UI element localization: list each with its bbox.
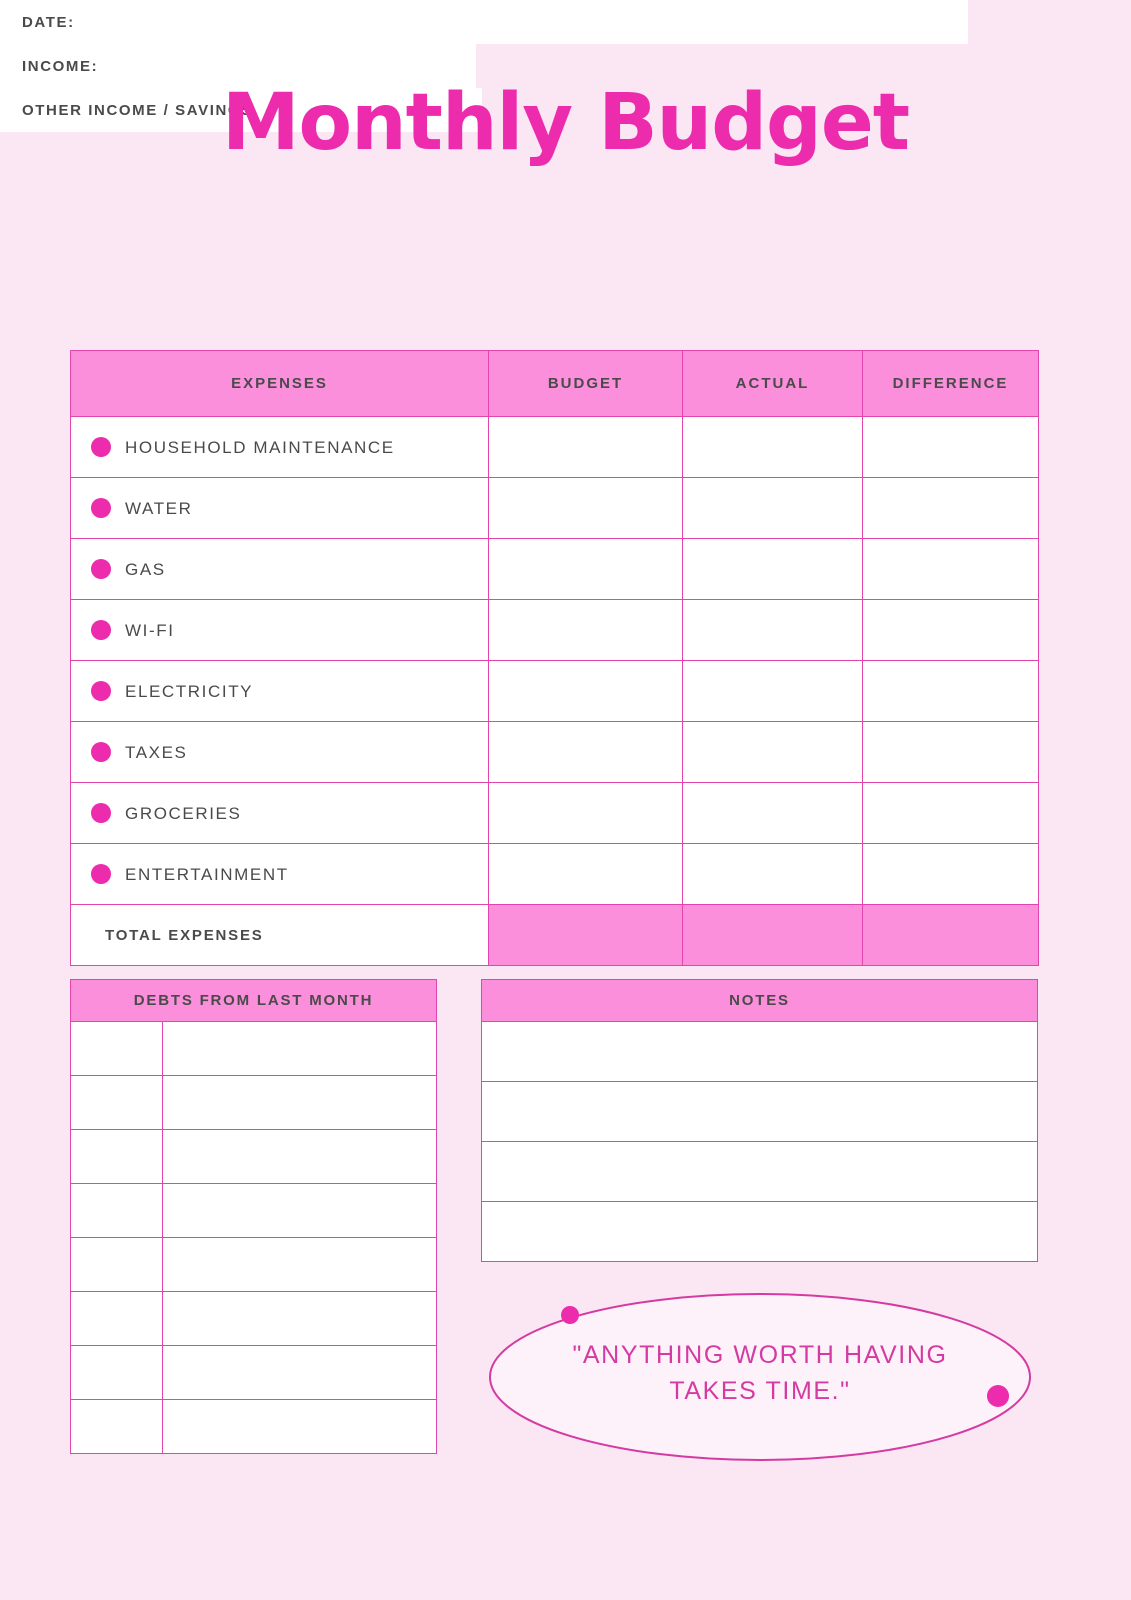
table-row — [71, 1346, 437, 1400]
total-expenses-label: TOTAL EXPENSES — [71, 905, 489, 966]
debt-amount-cell[interactable] — [71, 1130, 163, 1184]
bullet-icon — [91, 559, 111, 579]
expense-label-cell — [71, 722, 489, 783]
debts-table — [70, 979, 437, 1454]
notes-line-cell[interactable] — [482, 1022, 1038, 1082]
expense-name: ELECTRICITY — [125, 681, 254, 701]
budget-input-cell[interactable] — [489, 417, 683, 478]
debt-description-cell[interactable] — [163, 1238, 437, 1292]
expense-name: GROCERIES — [125, 803, 242, 823]
table-row — [71, 1400, 437, 1454]
total-expenses-row — [71, 905, 1039, 966]
notes-line-cell[interactable] — [482, 1082, 1038, 1142]
budget-input-cell[interactable] — [489, 600, 683, 661]
budget-input-cell[interactable] — [489, 722, 683, 783]
notes-header: NOTES — [482, 980, 1038, 1022]
expenses-header-row — [71, 351, 1039, 417]
table-row — [482, 1142, 1038, 1202]
difference-input-cell[interactable] — [863, 783, 1039, 844]
expense-label-cell — [71, 600, 489, 661]
notes-table — [481, 979, 1038, 1262]
budget-input-cell[interactable] — [489, 783, 683, 844]
debt-amount-cell[interactable] — [71, 1400, 163, 1454]
bullet-icon — [91, 498, 111, 518]
quote-block — [482, 1288, 1038, 1466]
debt-amount-cell[interactable] — [71, 1238, 163, 1292]
budget-input-cell[interactable] — [489, 478, 683, 539]
quote-text: "ANYTHING WORTH HAVING TAKES TIME." — [572, 1341, 948, 1405]
bullet-icon — [91, 681, 111, 701]
expense-label-cell — [71, 539, 489, 600]
total-actual-cell[interactable] — [683, 905, 863, 966]
expense-label-cell — [71, 844, 489, 905]
date-label: DATE: — [22, 13, 75, 31]
table-row — [71, 783, 1039, 844]
bullet-icon — [91, 742, 111, 762]
bullet-icon — [91, 864, 111, 884]
debt-description-cell[interactable] — [163, 1292, 437, 1346]
actual-input-cell[interactable] — [683, 600, 863, 661]
debt-description-cell[interactable] — [163, 1076, 437, 1130]
bullet-icon — [91, 803, 111, 823]
table-row — [482, 1202, 1038, 1262]
table-row — [71, 1184, 437, 1238]
debts-header-row — [71, 980, 437, 1022]
debt-description-cell[interactable] — [163, 1184, 437, 1238]
actual-input-cell[interactable] — [683, 478, 863, 539]
difference-input-cell[interactable] — [863, 600, 1039, 661]
actual-input-cell[interactable] — [683, 722, 863, 783]
table-row — [71, 722, 1039, 783]
table-row — [71, 1076, 437, 1130]
expense-label-cell — [71, 783, 489, 844]
debt-amount-cell[interactable] — [71, 1184, 163, 1238]
debts-header: DEBTS FROM LAST MONTH — [71, 980, 437, 1022]
debt-description-cell[interactable] — [163, 1400, 437, 1454]
notes-header-row — [482, 980, 1038, 1022]
expense-name: WI-FI — [125, 620, 175, 640]
page-title: Monthly Budget — [221, 78, 910, 168]
expense-name: WATER — [125, 498, 193, 518]
difference-input-cell[interactable] — [863, 478, 1039, 539]
table-row — [71, 600, 1039, 661]
column-header-difference: DIFFERENCE — [863, 351, 1039, 417]
date-field[interactable] — [0, 0, 968, 44]
other-income-label: OTHER INCOME / SAVINGS — [22, 101, 253, 119]
debt-description-cell[interactable] — [163, 1022, 437, 1076]
difference-input-cell[interactable] — [863, 722, 1039, 783]
expense-name: TAXES — [125, 742, 188, 762]
expense-label-cell — [71, 661, 489, 722]
budget-input-cell[interactable] — [489, 844, 683, 905]
expense-label-cell — [71, 478, 489, 539]
table-row — [71, 1130, 437, 1184]
difference-input-cell[interactable] — [863, 844, 1039, 905]
table-row — [71, 1022, 437, 1076]
table-row — [71, 844, 1039, 905]
table-row — [71, 661, 1039, 722]
difference-input-cell[interactable] — [863, 661, 1039, 722]
debt-description-cell[interactable] — [163, 1346, 437, 1400]
expense-label-cell — [71, 417, 489, 478]
expense-name: GAS — [125, 559, 166, 579]
total-budget-cell[interactable] — [489, 905, 683, 966]
budget-input-cell[interactable] — [489, 661, 683, 722]
notes-line-cell[interactable] — [482, 1202, 1038, 1262]
total-difference-cell[interactable] — [863, 905, 1039, 966]
actual-input-cell[interactable] — [683, 844, 863, 905]
actual-input-cell[interactable] — [683, 661, 863, 722]
difference-input-cell[interactable] — [863, 539, 1039, 600]
debt-amount-cell[interactable] — [71, 1022, 163, 1076]
actual-input-cell[interactable] — [683, 417, 863, 478]
column-header-budget: BUDGET — [489, 351, 683, 417]
debt-amount-cell[interactable] — [71, 1346, 163, 1400]
column-header-expenses: EXPENSES — [71, 351, 489, 417]
income-label: INCOME: — [22, 57, 99, 75]
table-row — [71, 417, 1039, 478]
debt-amount-cell[interactable] — [71, 1292, 163, 1346]
table-row — [71, 478, 1039, 539]
table-row — [71, 539, 1039, 600]
expenses-table — [70, 350, 1039, 966]
column-header-actual: ACTUAL — [683, 351, 863, 417]
table-row — [71, 1292, 437, 1346]
bullet-icon — [91, 437, 111, 457]
table-row — [482, 1082, 1038, 1142]
actual-input-cell[interactable] — [683, 539, 863, 600]
expense-name: HOUSEHOLD MAINTENANCE — [125, 437, 395, 457]
expense-name: ENTERTAINMENT — [125, 864, 289, 884]
budget-input-cell[interactable] — [489, 539, 683, 600]
actual-input-cell[interactable] — [683, 783, 863, 844]
table-row — [71, 1238, 437, 1292]
debt-description-cell[interactable] — [163, 1130, 437, 1184]
table-row — [482, 1022, 1038, 1082]
notes-line-cell[interactable] — [482, 1142, 1038, 1202]
debt-amount-cell[interactable] — [71, 1076, 163, 1130]
difference-input-cell[interactable] — [863, 417, 1039, 478]
bullet-icon — [91, 620, 111, 640]
